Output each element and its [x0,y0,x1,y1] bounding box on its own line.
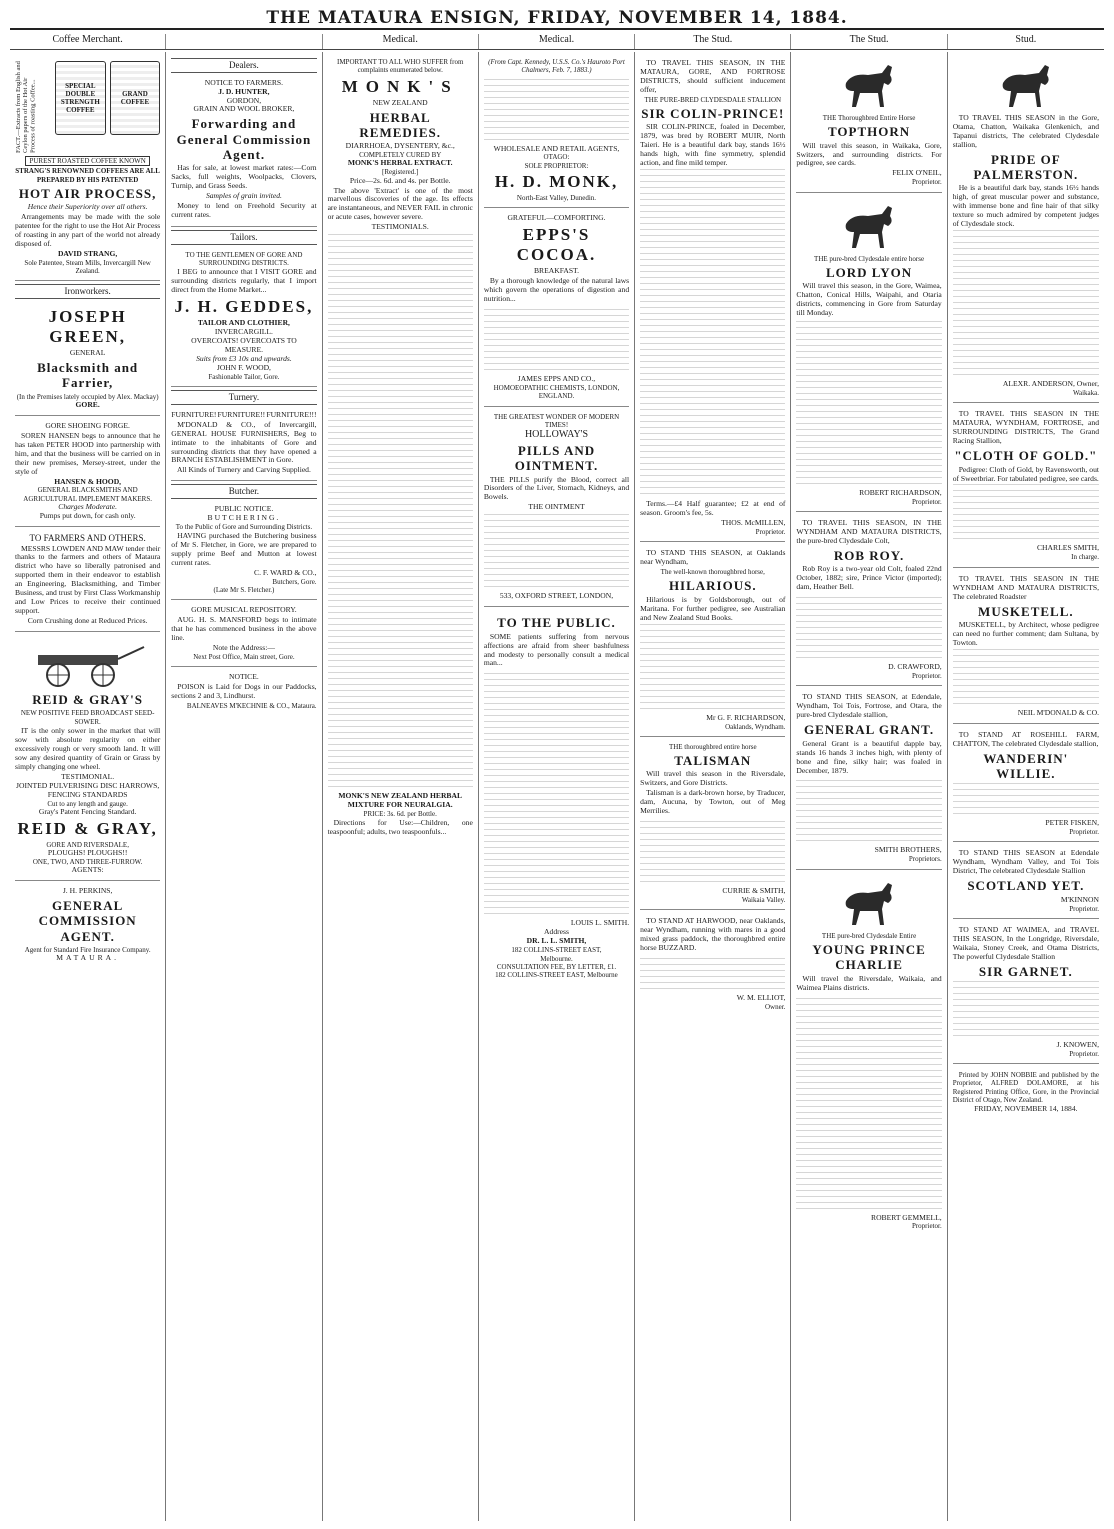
pride-head: TO TRAVEL THIS SEASON in the Gore, Otama, Chatton, Waikaka Glenkenich, and Tapanui districts, The celebrated Clydesdale stallion, [952,113,1099,149]
colin-prince-ad [640,55,785,542]
monk-price: Price—2s. 6d. and 4s. per Bottle. [349,175,451,185]
general-grant-ad [796,689,941,869]
strang-address: Sole Patentee, Steam Mills, Invercargill New Zealand. [24,258,151,276]
topthorn-head: THE Thoroughbred Entire Horse [822,114,916,122]
talisman-ad [640,740,785,911]
musketell-text: MUSKETELL, by Architect, whose pedigree can need no further comment; dam Sultana, by Towton. [952,619,1099,647]
reid-furrow: ONE, TWO, AND THREE-FURROW. [32,857,143,866]
green-general: GENERAL [69,348,106,357]
perkins-ad [15,884,160,968]
perkins-place: MATAURA. [56,953,120,963]
ypc-name: YOUNG PRINCE CHARLIE [812,941,926,973]
horse-icon-2 [838,202,900,252]
reid-testimonial: TESTIMONIAL. [61,771,115,781]
hilarious-name: HILARIOUS. [668,578,757,594]
cloth-of-gold-ad [953,406,1099,567]
smith-ad [484,610,629,984]
green-premises: (In the Premises lately occupied by Alex. Mackay) [16,392,159,401]
perkins-name: J. H. PERKINS, [62,886,113,896]
epps-grateful: GRATEFUL—COMFORTING. [507,213,606,223]
hd-monk: H. D. MONK, [494,171,619,191]
imprint [953,1067,1099,1119]
smith-collins-2: 182 COLLINS-STREET EAST, Melbourne [495,971,618,980]
ward-name: C. F. WARD & CO., [254,567,317,577]
strang-name: DAVID STRANG, [57,248,118,258]
grant-head: TO STAND THIS SEASON, at Edendale, Wyndham, Toi Tois, Fortrose, and Otara, the pure-bred Clydesdale stallion, [796,692,942,720]
lyon-name: LORD LYON [825,264,913,280]
lord-lyon-ad [796,196,941,513]
cloth-text-block [953,484,1099,544]
hansen-pumps: Pumps put down, for cash only. [39,510,136,520]
smith-collins: 182 COLLINS-STREET EAST, [511,946,602,955]
reid-fencing-2: Cut to any length and gauge. [47,799,128,808]
hunter-place: GORDON, [226,95,262,105]
epps-breakfast: BREAKFAST. [533,266,580,276]
talisman-text-block [640,817,785,887]
heading-medical-2: Medical. [479,34,635,49]
lowden-text: MESSRS LOWDEN AND MAW tender their thanks to the farmers and others of Mataura district who have so liberally patronised and supported them in their endeavor to establish an Engineering, Blacksmithing, and Timber Business, and trust by First Class Workmanship and Low Prices to receive their continued support. [15,543,161,616]
monk-testimonials: TESTIMONIALS. [371,222,429,232]
geddes-head: TO THE GENTLEMEN OF GORE AND SURROUNDING DISTRICTS. [185,250,303,267]
geddes-trade: TAILOR AND CLOTHIER, [197,318,290,328]
horse-icon [838,61,900,111]
monk-testimonial-cont [484,55,629,208]
cloth-text: Pedigree: Cloth of Gold, by Ravensworth, out of Sweetbriar. For tabulated pedigree, see cards. [952,464,1099,483]
mkinnon-title: Proprietor. [1069,904,1099,913]
wanderin-head: TO STAND AT ROSEHILL FARM, CHATTON, The celebrated Clydesdale stallion, [952,729,1099,748]
reid-gray-name: REID & GRAY'S [32,692,144,708]
coffee-tin-icon-2: GRAND COFFEE [110,61,161,135]
pride-palmerston-ad [953,55,1099,403]
notice-who: BALNEAVES M'KECHNIE & CO., Mataura. [186,702,317,711]
neil-mcdonald: NEIL M'DONALD & CO. [1017,707,1099,717]
coffee-tins [15,61,160,153]
robert-richardson-title: Proprietor. [911,497,942,506]
topthorn-name: TOPTHORN [827,124,911,140]
fisken-name: PETER FISKEN, [1045,818,1099,828]
column-4 [479,52,635,1521]
page-grid [10,52,1104,1521]
column-1 [10,52,166,1521]
heading-stud-1: The Stud. [635,34,791,49]
coffee-side-text: FACT.—Extracts from English and Ceylon papers of the Hot Air Process of roasting Coffee... [15,61,37,153]
ypc-head: THE pure-bred Clydesdale Entire [821,931,917,940]
hunter-text: Has for sale, at lowest market rates:—Corn Sacks, full weights, Woolpacks, Clovers, Turnip, and Grass Seeds. [171,163,317,191]
musical-note: Note the Address:— [212,643,275,653]
pride-text: He is a beautiful dark bay, stands 16½ hands high, of great muscular power and substance, with immense bone and fine hair of that silky texture so much admired by competent judges of Clydesdale stock. [952,183,1099,229]
dr-smith: DR. L. L. SMITH, [526,936,587,946]
geddes-overcoats: OVERCOATS! OVERCOATS TO MEASURE. [191,336,297,354]
column-headings [10,34,1104,50]
ward-late: (Late Mr S. Fletcher.) [213,586,275,595]
smith-fee: CONSULTATION FEE, BY LETTER, £1. [496,962,617,971]
holloway-text: THE PILLS purify the Blood, correct all Disorders of the Liver, Stomach, Kidneys, and Bowels. [483,474,630,502]
reid-agents: AGENTS: [71,865,104,875]
hansen-firm: HANSEN & HOOD, [54,476,122,486]
poison-notice [171,670,316,715]
topthorn-text: Will travel this season, in Waikaka, Gore, Switzers, and surrounding districts. For pedigree, see cards. [796,140,942,168]
epps-text: By a thorough knowledge of the natural laws which govern the operations of digestion and nutrition... [483,276,630,304]
richardson-name: Mr G. F. RICHARDSON, [706,712,786,722]
testimonial-text-block-2 [484,75,629,145]
wanderin-text-block [953,783,1099,819]
lyon-text: Will travel this season, in the Gore, Waimea, Chatton, Conical Hills, Waipahi, and Otaria districts, commencing in Gore from Saturday till Monday. [796,281,942,318]
hilarious-ad [640,545,785,737]
ward-to: To the Public of Gore and Surrounding Districts. [175,522,313,531]
section-dealers: Dealers. [171,58,316,73]
mcmillen-name: THOS. McMILLEN, [721,518,786,528]
scotland-yet-ad [953,845,1099,918]
buzzard-text-block [640,954,785,994]
green-ad [15,302,160,416]
masthead [10,8,1104,30]
lyon-text-block [796,319,941,489]
section-turnery: Turnery. [171,390,316,405]
column-6 [791,52,947,1521]
monk-ad [328,55,473,843]
monk-text: The above 'Extract' is one of the most marvellous discoveries of the age. Its effects are instantaneous, and NEVER FAIL in chronic or acute cases, however severe. [327,185,473,222]
grant-text: General Grant is a beautiful dapple bay, stands 16 hands 3 inches high, with plenty of bone and fine, silky hair; was foaled in December, 1879. [796,738,942,775]
monk-remedies: HERBAL REMEDIES. [359,109,441,140]
heading-stud-3: Stud. [1015,34,1037,45]
sir-garnet-ad [953,922,1099,1064]
holloway-name: HOLLOWAY'S [524,429,589,441]
anderson-name: ALEXR. ANDERSON, Owner, [1002,379,1099,389]
buzzard-text: TO STAND AT HARWOOD, near Oaklands, near Wyndham, running with mares in a good mixed grass paddock, the thoroughbred entire horse BUZZARD. [640,916,786,953]
talisman-name: TALISMAN [674,753,752,769]
monk-nprice: PRICE: 3s. 6d. per Bottle. [363,810,437,819]
crawford-name: D. CRAWFORD, [888,662,942,672]
hunter-money: Money to lend on Freehold Security at current rates. [171,201,317,220]
column-3 [323,52,479,1521]
musical-text: AUG. H. S. MANSFORD begs to intimate that he has commenced business in the above line. [171,615,317,643]
coffee-banner: PUREST ROASTED COFFEE KNOWN [25,156,150,166]
cloth-name: "CLOTH OF GOLD." [954,448,1098,464]
musical-head: GORE MUSICAL REPOSITORY. [191,605,297,615]
ward-name-2: Butchers, Gore. [272,577,317,586]
reid-fencing: FENCING STANDARDS [47,789,128,799]
hansen-charges: Charges Moderate. [58,501,118,511]
mcdonald-kinds: All Kinds of Turnery and Carving Supplied. [176,465,311,475]
garnet-head: TO STAND AT WAIMEA, and TRAVEL THIS SEASON, In the Longridge, Riversdale, Waikaia, Stoney Creek, and Otama Districts, The powerful Clydesdale Stallion [952,924,1099,961]
holloway-text-block [484,512,629,592]
charles-smith-title: In charge. [1071,553,1099,562]
testimonial-text-block [328,232,473,792]
mcdonald-text: M'DONALD & CO., of Invercargill, GENERAL HOUSE FURNISHERS, Beg to intimate to the inhabitants of Gore and surrounding districts that they have opened a BRANCH ESTABLISHMENT in Gore. [171,419,317,465]
hilarious-head: TO STAND THIS SEASON, at Oaklands near Wyndham, [640,548,786,567]
geddes-place: INVERCARGILL. [214,327,273,337]
hilarious-text: Hilarious is by Goldsborough, out of Maritana. For further pedigree, see Australian and New Zealand Stud Books. [640,594,786,622]
musketell-head: TO TRAVEL THIS SEASON IN THE WYNDHAM AND MATAURA DISTRICTS, The celebrated Roadster [952,573,1099,601]
currie-name: CURRIE & SMITH, [722,886,786,896]
colin-text-block [640,169,785,499]
musketell-text-block [953,649,1099,709]
oneil-name: FELIX O'NEIL, [892,168,942,178]
hilarious-desc: The well-known thoroughbred horse, [660,568,765,577]
hansen-hood-ad [15,419,160,527]
knowen-title: Proprietor. [1069,1049,1099,1058]
green-place: GORE. [75,399,100,409]
elliot-name: W. M. ELLIOT, [736,993,786,1003]
holloway-oxford: 533, OXFORD STREET, LONDON, [499,591,614,601]
ward-text: HAVING purchased the Butchering business of Mr S. Fletcher, in Gore, we are prepared to supply prime Beef and Mutton at lowest current rates. [171,531,317,568]
hunter-samples: Samples of grain invited. [205,191,282,201]
pride-text-block [953,230,1099,380]
furniture-1: FURNITURE! [171,409,217,419]
wanderin-name: WANDERIN' WILLIE. [983,750,1069,781]
heading-medical-1: Medical. [323,34,479,49]
ward-trade: BUTCHERING. [207,512,281,522]
grant-text-block [796,776,941,846]
ypc-text-block [796,994,941,1214]
musketell-name: MUSKETELL. [978,603,1074,619]
hunter-trade-2: Forwarding and General Commission Agent. [176,116,312,163]
rob-roy-text: Rob Roy is a two-year old Colt, foaled 22nd October, 1882; sire, Prince Victor (imported); dam, Heather Bell. [796,564,942,592]
reid-text: IT is the only sower in the market that will sow with absolute regularity on either excessively rough or very smooth land. It will sow any desired quantity of Grain or Grass by simply changing one wheel. [15,725,161,771]
notice-text: POISON is Laid for Dogs in our Paddocks, sections 2 and 3, Lindhurst. [171,682,317,701]
shoeing-forge: GORE SHOEING FORGE. [45,420,130,430]
currie-place: Waikaia Valley. [741,896,786,905]
smith-brothers: SMITH BROTHERS, [874,845,942,855]
wholesale-otago: OTAGO: [543,153,570,162]
reid-gray-ad [15,635,160,881]
monk-reg: [Registered.] [382,168,419,177]
reid-where: GORE AND RIVERSDALE, [46,840,129,849]
mansford-ad [171,603,316,667]
printer-imprint: Printed by JOHN NOBBIE and published by the Proprietor, ALFRED DOLAMORE, at his Registered Printing Office, Gore, in the Provincial District of Otago, New Zealand. [952,1071,1099,1104]
lowden-head: TO FARMERS AND OTHERS. [29,532,146,543]
newspaper-title: THE MATAURA ENSIGN, FRIDAY, NOVEMBER 14, 1884. [266,8,848,28]
colin-pure: THE PURE-BRED CLYDESDALE STALLION [644,95,782,104]
colin-terms: Terms.—£4 Half guarantee; £2 at end of season. Groom's fee, 5s. [640,499,786,518]
reid-patent: Gray's Patent Fencing Standard. [38,806,137,816]
louis-smith: LOUIS L. SMITH. [570,918,630,928]
oneil-title: Proprietor. [911,178,942,187]
colin-travel: TO TRAVEL THIS SEASON, IN THE MATAURA, GORE, AND FORTROSE DISTRICTS, should sufficient inducement offer, [640,58,786,94]
hansen-text: SOREN HANSEN begs to announce that he has taken PETER HOOD into partnership with him, and that the business will be carried on in their new premises, Mersey-street, under the style of [15,430,161,476]
column-5 [635,52,791,1521]
furniture-3: FURNITURE!!! [266,409,317,419]
hd-monk-address: North-East Valley, Dunedin. [516,194,597,202]
seed-sower-icon [28,641,148,689]
crawford-title: Proprietor. [911,672,942,681]
wanderin-willie-ad [953,727,1099,843]
strang-heading: STRANG'S RENOWNED COFFEES ARE ALL PREPARED BY HIS PATENTED [15,167,160,184]
cloth-head: TO TRAVEL THIS SEASON IN THE MATAURA, WYNDHAM, FORTROSE, and SURROUNDING DISTRICTS, The Grand Racing Stallion, [952,409,1099,446]
horse-icon-3 [838,879,900,929]
topthorn-ad [796,55,941,193]
public-head: TO THE PUBLIC. [497,615,616,631]
monk-neuralgia: MONK'S NEW ZEALAND HERBAL MIXTURE FOR NEURALGIA. [338,791,463,810]
hunter-name: J. D. HUNTER, [218,86,270,96]
grant-name: GENERAL GRANT. [804,722,935,738]
hunter-trade: GRAIN AND WOOL BROKER, [193,104,295,114]
musical-next: Next Post Office, Main street, Gore. [193,653,295,662]
mkinnon-name: M'KINNON [1060,894,1099,904]
smith-address-label: Address [544,927,569,937]
section-tailors: Tailors. [171,230,316,245]
reid-product: NEW POSITIVE FEED BROADCAST SEED-SOWER. [20,709,155,726]
mcmillen-title: Proprietor. [755,528,786,537]
anderson-place: Waikaka. [1072,389,1099,398]
holloway-ointment: THE OINTMENT [528,502,585,512]
scotland-name: SCOTLAND YET. [967,878,1085,894]
public-text: SOME patients suffering from nervous affections are afraid from sheer bashfulness and modesty to personally consult a medical man... [483,631,630,668]
lowden-ad [15,530,160,632]
lyon-head: THE pure-bred Clydesdale entire horse [814,254,925,263]
furniture-row [171,411,316,420]
gemmell-title: Proprietor. [911,1222,942,1231]
epps-ad [484,211,629,406]
column-7 [948,52,1104,1521]
geddes-name: J. H. GEDDES, [174,297,314,317]
garnet-text-block [953,981,1099,1041]
garnet-name: SIR GARNET. [978,963,1073,979]
scotland-head: TO STAND THIS SEASON at Edendale Wyndham, Wyndham Valley, and Toi Tois District, The celebrated Clydesdale Stallion [952,848,1099,876]
geddes-suits: Suits from £3 10s and upwards. [196,353,292,363]
geddes-text: I BEG to announce that I VISIT GORE and surrounding districts regularly, that I import direct from the Home Market... [171,267,317,295]
holloway-wonder: THE GREATEST WONDER OF MODERN TIMES! [493,412,620,429]
public-text-block [484,669,629,919]
heading-empty [166,34,322,49]
rob-roy-name: ROB ROY. [833,548,905,564]
wood-title: Fashionable Tailor, Gore. [208,372,280,381]
monk-cured: COMPLETELY CURED BY [359,151,442,160]
gemmell-name: ROBERT GEMMELL, [871,1212,942,1222]
ward-ad [171,502,316,600]
reid-gray-name-2: REID & GRAY, [17,818,158,838]
monk-intro: IMPORTANT TO ALL WHO SUFFER from complaints enumerated below. [337,58,464,75]
hilarious-text-block [640,624,785,714]
epps-title: EPPS'S COCOA. [516,225,597,265]
buzzard-ad [640,913,785,1016]
section-ironworkers: Ironworkers. [15,284,160,299]
lowden-corn: Corn Crushing done at Reduced Prices. [27,616,148,626]
reid-ploughs: PLOUGHS! PLOUGHS!! [47,848,128,858]
section-butcher: Butcher. [171,484,316,499]
monk-nz: NEW ZEALAND [372,97,428,107]
epps-text-block [484,305,629,375]
rob-roy-text-block [796,593,941,663]
perkins-agent: Agent for Standard Fire Insurance Company. [24,946,151,955]
colin-text: SIR COLIN-PRINCE, foaled in December, 1879, was bred by ROBERT MUIR, North Taieri. He is a beautiful dark bay, stands 16½ hands high, with fine symmetry, splendid action, and fine mild temper. [640,122,786,168]
young-prince-charlie-ad [796,873,941,1236]
notice-head: NOTICE. [229,672,259,682]
robert-richardson: ROBERT RICHARDSON, [859,488,942,498]
wholesale-head: WHOLESALE AND RETAIL AGENTS, [493,143,620,153]
richardson-place: Oaklands, Wyndham. [725,722,786,731]
pride-name: PRIDE OF PALMERSTON. [973,151,1079,183]
holloway-pills: PILLS AND OINTMENT. [514,442,599,474]
monk-name: MONK'S [341,76,459,96]
green-trade: Blacksmith and Farrier, [37,359,139,391]
geddes-ad [171,248,316,387]
sole-proprietor: SOLE PROPRIETOR: [524,161,589,170]
hansen-firm-2: GENERAL BLACKSMITHS AND AGRICULTURAL IMPLEMENT MAKERS. [23,486,152,503]
green-name: JOSEPH GREEN, [48,306,127,346]
monk-extract: MONK'S HERBAL EXTRACT. [347,158,453,168]
ward-head: PUBLIC NOTICE. [214,504,274,513]
superiority-line: Hence their Superiority over all others. [27,202,148,212]
arrangements-text: Arrangements may be made with the sole patentee for the right to use the Hot Air Process of roasting in any part of the world not already disposed of. [15,212,161,248]
talisman-head: THE thoroughbred entire horse [668,742,757,751]
epps-company: JAMES EPPS AND CO., [517,374,596,384]
smith-brothers-title: Proprietors. [908,855,942,864]
heading-coffee: Coffee Merchant. [10,34,166,49]
monk-directions: Directions for Use:—Children, one teaspoonful; adults, two teaspoonfuls... [327,818,473,837]
talisman-text: Talisman is a dark-brown horse, by Traducer, dam, Aucuna, by Towton, out of Meg Merrilies. [640,788,786,816]
musketell-ad [953,571,1099,724]
smith-melbourne: Melbourne. [540,954,573,963]
rob-roy-head: TO TRAVEL THIS SEASON, IN THE WYNDHAM AND MATAURA DISTRICTS, the pure-bred Clydesdale Colt, [796,518,942,546]
kennedy-testimonial: (From Capt. Kennedy, U.S.S. Co.'s Hauroto Port Chalmers, Feb. 7, 1883.) [488,58,625,75]
monk-ailments: DIARRHOEA, DYSENTERY, &c., [345,141,455,151]
furniture-2: FURNITURE!! [217,409,266,419]
coffee-tin-icon: SPECIAL DOUBLE STRENGTH COFFEE [55,61,106,135]
horse-icon-4 [995,61,1057,111]
holloway-ad [484,410,629,608]
ypc-text: Will travel the Riversdale, Waikaia, and Waimea Plains districts. [796,973,942,992]
strang-coffee-ad [15,55,160,281]
fisken-title: Proprietor. [1069,828,1099,837]
colin-prince-name: SIR COLIN-PRINCE! [641,106,785,122]
elliot-title: Owner. [765,1003,786,1012]
column-2 [166,52,322,1521]
wood-name: JOHN F. WOOD, [216,362,271,372]
rob-roy-ad [796,515,941,686]
hunter-ad [171,76,316,228]
epps-homeo: HOMOEOPATHIC CHEMISTS, LONDON, ENGLAND. [493,384,620,401]
hunter-head: NOTICE TO FARMERS. [204,77,284,87]
reid-harrows: JOINTED PULVERISING DISC HARROWS, [16,780,160,790]
imprint-date: FRIDAY, NOVEMBER 14, 1884. [974,1104,1078,1114]
perkins-title: GENERAL COMMISSION AGENT. [38,898,137,944]
heading-stud-2: The Stud. [791,34,947,49]
knowen-name: J. KNOWEN, [1056,1039,1099,1049]
charles-smith: CHARLES SMITH, [1036,543,1099,553]
talisman-where: Will travel this season in the Riversdale, Switzers, and Gore Districts. [640,769,786,788]
hot-air-process: HOT AIR PROCESS, [18,185,157,201]
mcdonald-ad [171,408,316,482]
